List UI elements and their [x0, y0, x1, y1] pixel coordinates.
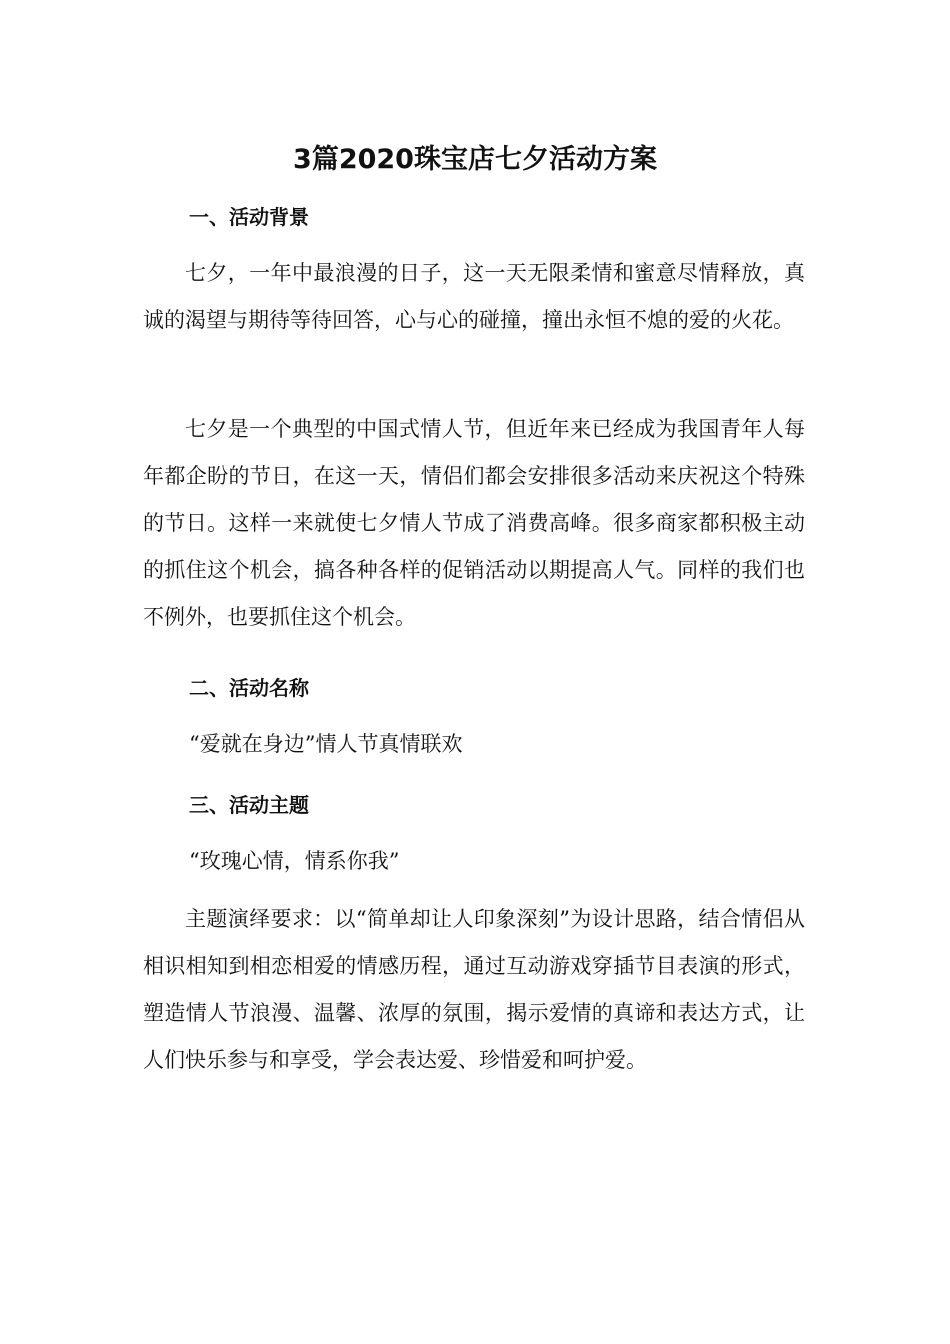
paragraph-background-1: 七夕，一年中最浪漫的日子，这一天无限柔情和蜜意尽情释放，真诚的渴望与期待等待回答，心与心的碰撞，撞出永恒不熄的爱的火花。	[143, 261, 805, 332]
document-title: 3篇2020珠宝店七夕活动方案	[293, 144, 657, 175]
paragraph-theme-slogan: “玫瑰心情，情系你我”	[189, 849, 400, 873]
paragraph-activity-name: “爱就在身边”情人节真情联欢	[189, 732, 463, 756]
paragraph-background-2: 七夕是一个典型的中国式情人节，但近年来已经成为我国青年人每年都企盼的节日，在这一天，情侣们都会安排很多活动来庆祝这个特殊的节日。这样一来就使七夕情人节成了消费高峰。很多商家都积极主动的抓住这个机会，搞各种各样的促销活动以期提高人气。同样的我们也不例外，也要抓住这个机会。	[143, 417, 805, 629]
paragraph-theme-requirements: 主题演绎要求：以“简单却让人印象深刻”为设计思路，结合情侣从相识相知到相恋相爱的情感历程，通过互动游戏穿插节目表演的形式，塑造情人节浪漫、温馨、浓厚的氛围，揭示爱情的真谛和表达方式，让人们快乐参与和享受，学会表达爱、珍惜爱和呵护爱。	[143, 907, 805, 1072]
section-heading-theme: 三、活动主题	[189, 793, 309, 817]
section-heading-background: 一、活动背景	[189, 205, 309, 229]
section-heading-name: 二、活动名称	[189, 676, 309, 700]
